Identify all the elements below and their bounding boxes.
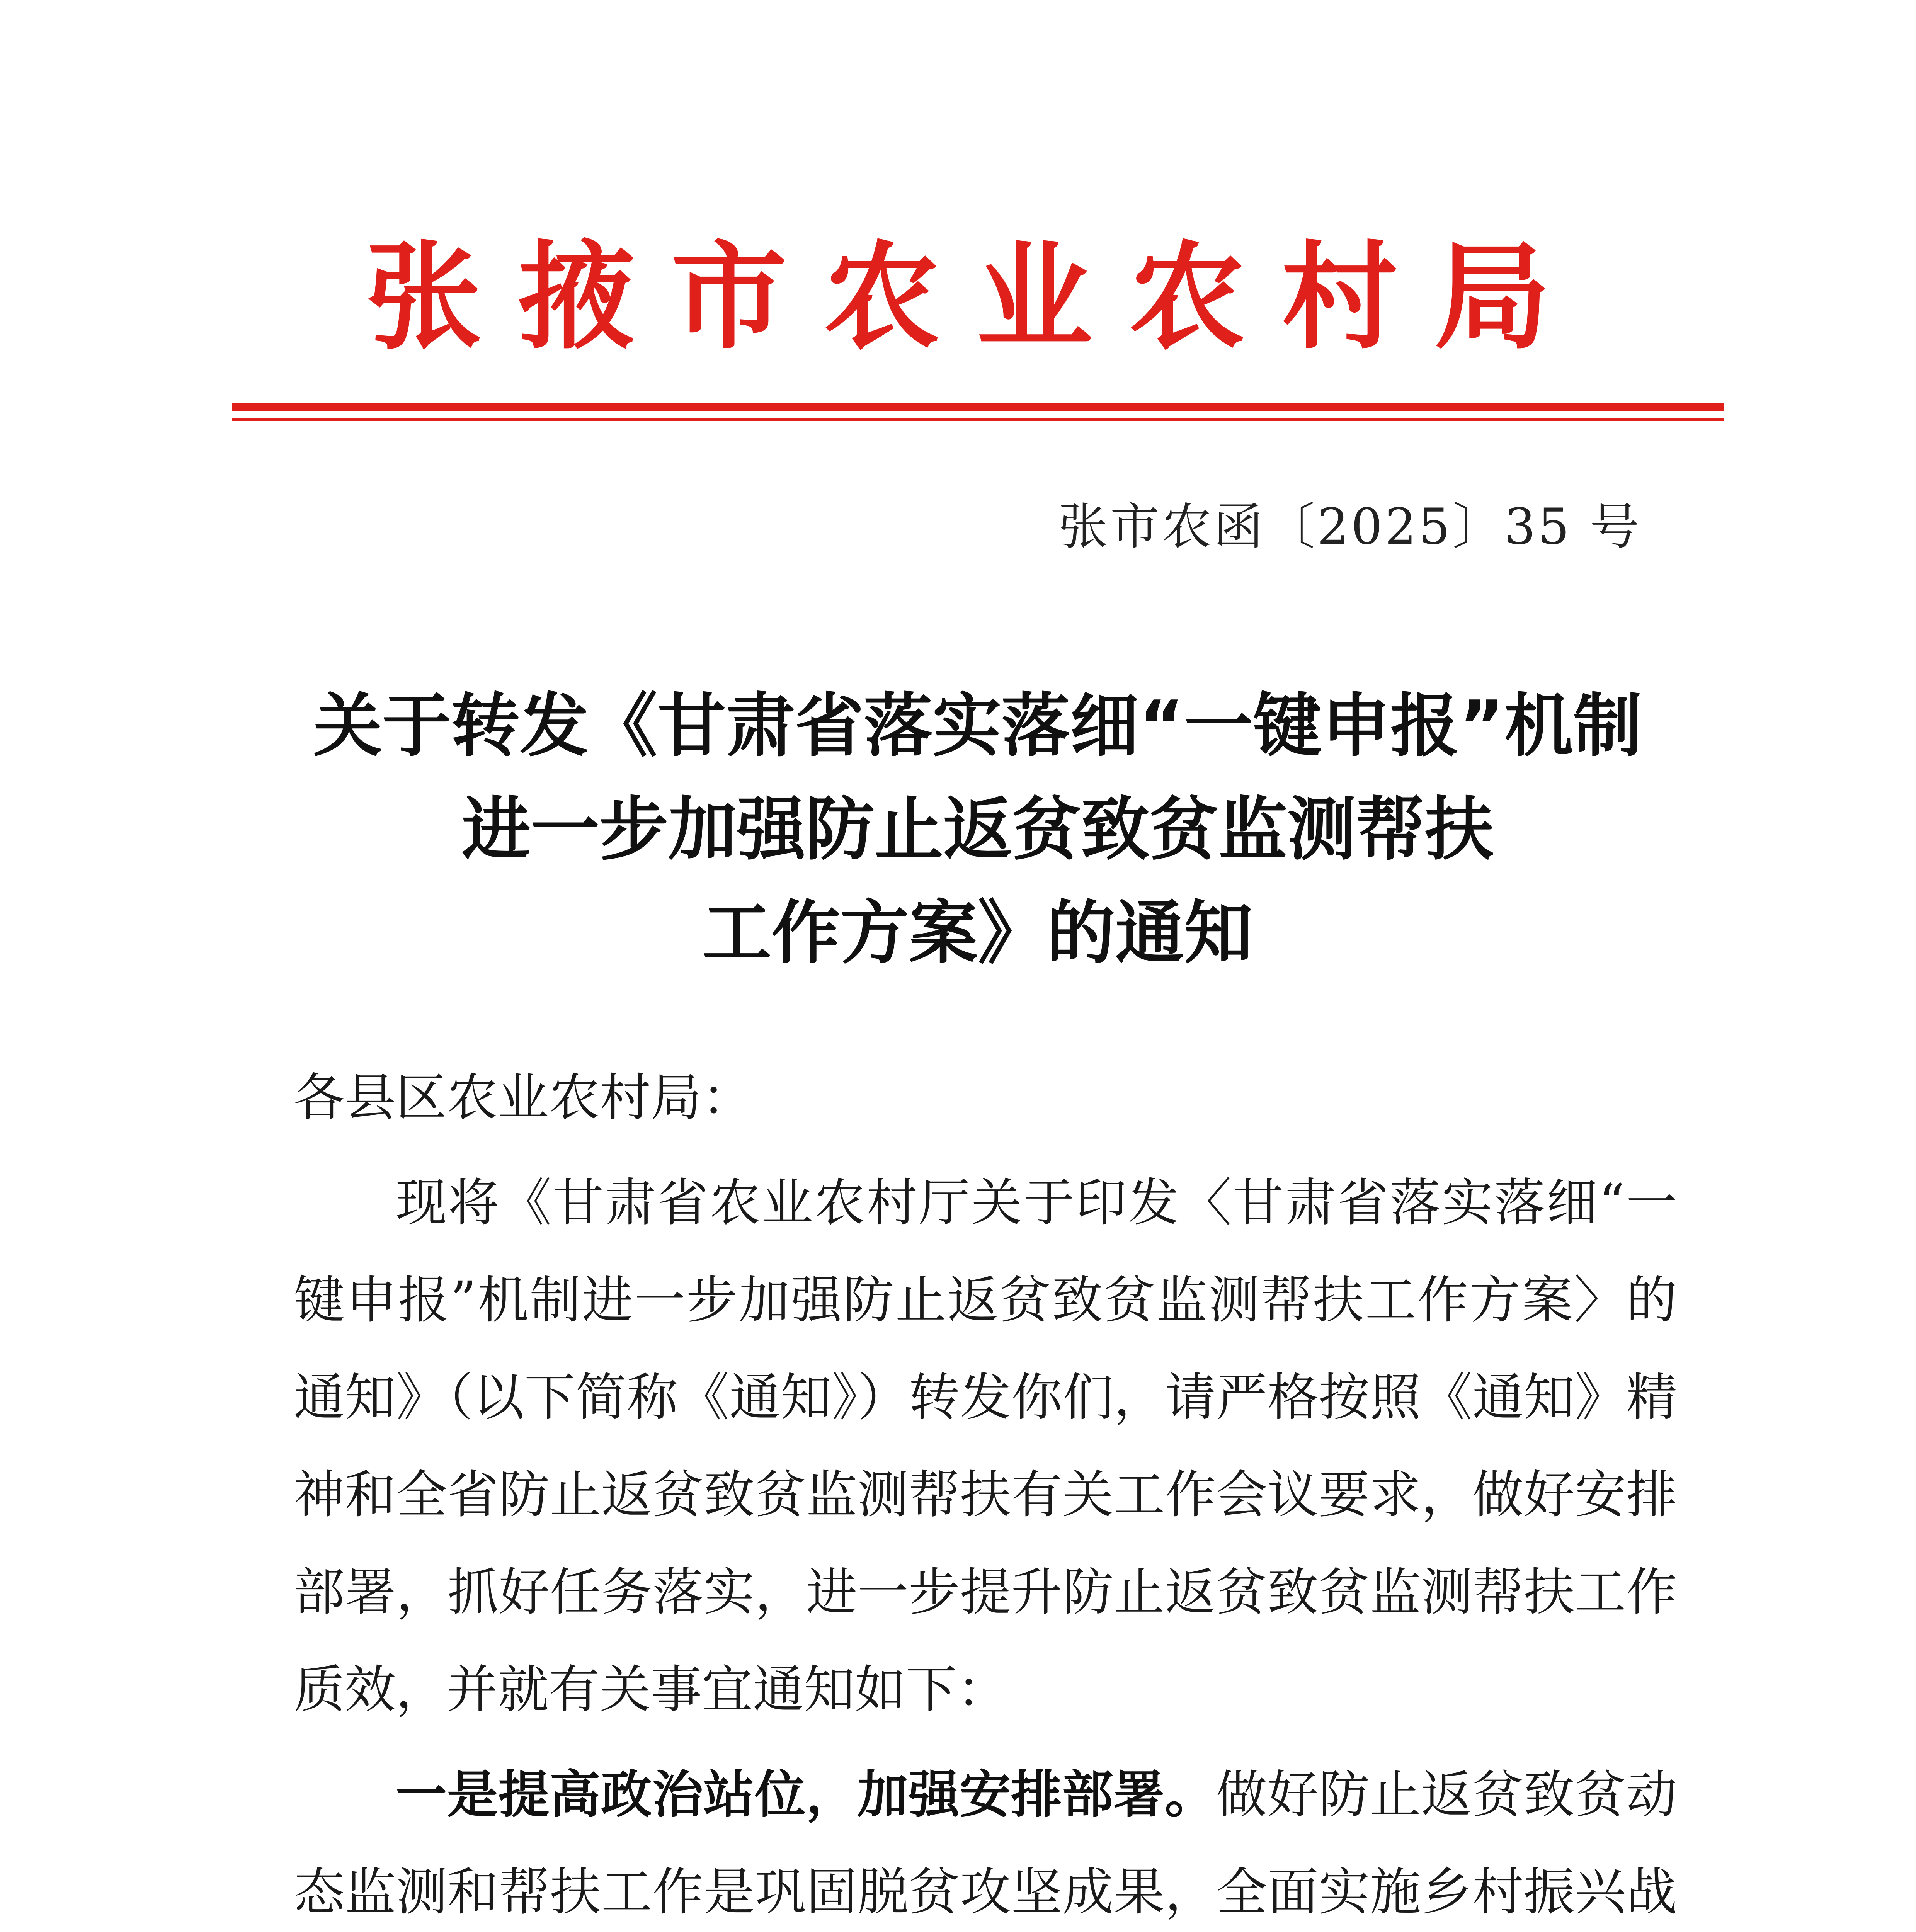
section-1-lead: 一是提高政治站位，加强安排部署。 (396, 1765, 1216, 1825)
letterhead-rule-thin (232, 418, 1724, 421)
title-line-3: 工作方案》的通知 (703, 893, 1253, 973)
section-1-paragraph (294, 1746, 1677, 1932)
letterhead-rule-thick (232, 403, 1724, 411)
salutation: 各县区农业农村局： (294, 1068, 753, 1128)
section-1-text: 做好防止返贫致贫动态监测和帮扶工作是巩固脱贫攻坚成果，全面实施乡村振兴战 (294, 1765, 1678, 1922)
document-title (271, 674, 1685, 985)
document-body (294, 1049, 1677, 1932)
letterhead-org-name: 张掖市农业农村局 (366, 230, 1587, 365)
title-line-2: 进一步加强防止返贫致贫监测帮扶 (462, 789, 1494, 869)
intro-paragraph: 现将《甘肃省农业农村厅关于印发〈甘肃省落实落细“一键申报”机制进一步加强防止返贫致贫监测帮扶工作方案〉的通知》（以下简称《通知》）转发你们，请严格按照《通知》精神和全省防止返贫致贫监测帮扶有关工作会议要求，做好安排部署，抓好任务落实，进一步提升防止返贫致贫监测帮扶工作质效，并就有关事宜通知如下： (294, 1173, 1677, 1719)
document-number: 张市农函〔2025〕35 号 (1058, 498, 1642, 556)
title-line-1: 关于转发《甘肃省落实落细“一键申报”机制 (313, 686, 1642, 766)
